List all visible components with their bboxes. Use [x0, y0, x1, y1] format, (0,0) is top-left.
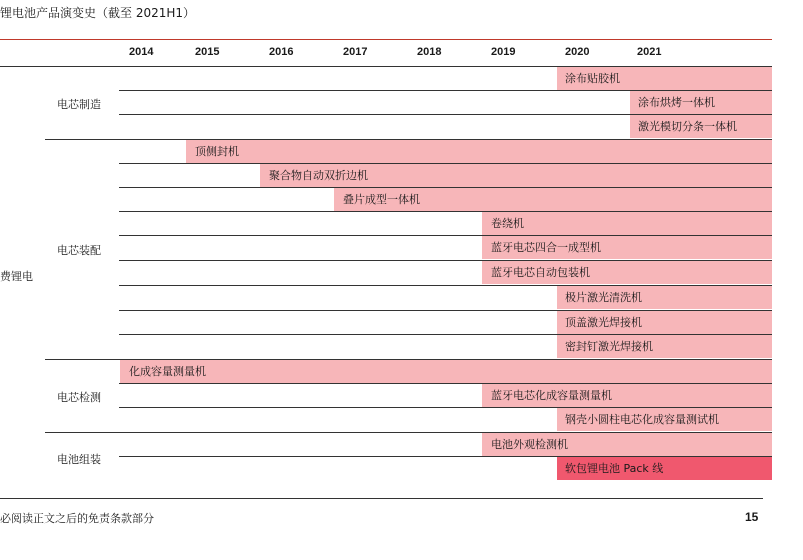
bar-label: 卷绕机 [491, 217, 524, 230]
year-label: 2014 [129, 46, 154, 58]
category-label: 费锂电 [0, 270, 33, 283]
bar-label: 蓝牙电芯自动包装机 [491, 266, 590, 279]
year-label: 2018 [417, 46, 442, 58]
bar-label: 蓝牙电芯化成容量测量机 [491, 389, 612, 402]
group-label: 电芯制造 [57, 98, 101, 111]
bar-label: 叠片成型一体机 [343, 193, 420, 206]
bar-label: 涂布贴胶机 [565, 72, 620, 85]
bar-label: 激光模切分条一体机 [638, 120, 737, 133]
group-label: 电芯检测 [57, 391, 101, 404]
bar-label: 钢壳小圆柱电芯化成容量测试机 [565, 413, 719, 426]
bar-label: 蓝牙电芯四合一成型机 [491, 241, 601, 254]
group-label: 电芯装配 [57, 244, 101, 257]
timeline-bar [186, 140, 772, 163]
group-label: 电池组装 [57, 453, 101, 466]
footer-divider [0, 498, 763, 499]
bar-label: 极片激光清洗机 [565, 291, 642, 304]
year-label: 2016 [269, 46, 294, 58]
year-label: 2017 [343, 46, 368, 58]
year-label: 2015 [195, 46, 220, 58]
year-label: 2019 [491, 46, 516, 58]
bar-label: 电池外观检测机 [491, 438, 568, 451]
page-number: 15 [745, 510, 759, 524]
footer-disclaimer: 必阅读正文之后的免责条款部分 [0, 512, 154, 525]
bar-label: 软包锂电池 Pack 线 [565, 462, 664, 475]
page-title: 锂电池产品演变史（截至 2021H1） [0, 6, 196, 20]
title-rule [0, 39, 772, 40]
bar-label: 化成容量测量机 [129, 365, 206, 378]
year-label: 2020 [565, 46, 590, 58]
bar-label: 密封钉激光焊接机 [565, 340, 653, 353]
bar-label: 聚合物自动双折边机 [269, 169, 368, 182]
timeline-bar [482, 212, 772, 235]
bar-label: 顶侧封机 [195, 145, 239, 158]
bar-label: 顶盖激光焊接机 [565, 316, 642, 329]
year-label: 2021 [637, 46, 662, 58]
bar-label: 涂布烘烤一体机 [638, 96, 715, 109]
timeline-bar [120, 360, 772, 383]
